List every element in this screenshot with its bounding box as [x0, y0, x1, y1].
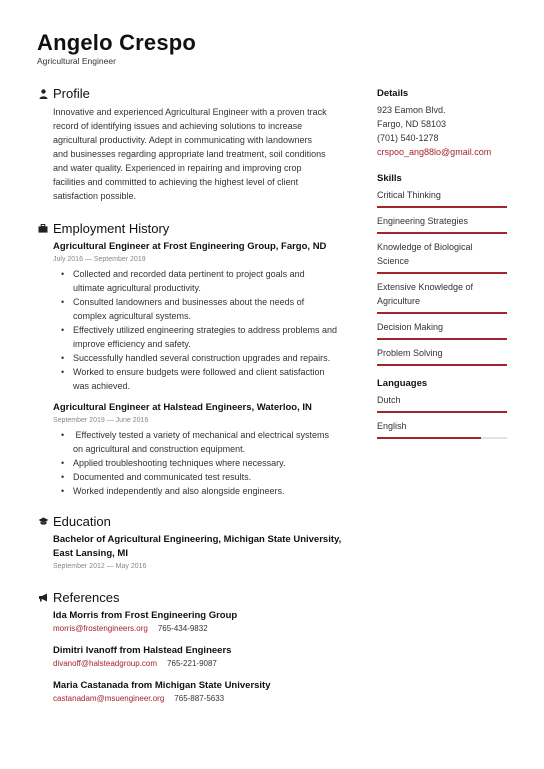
references-title: References	[53, 590, 120, 605]
reference-entry	[37, 679, 357, 705]
bullet-item: • Successfully handled several construction upgrades and repairs.	[57, 351, 357, 365]
bullet-item: • Consulted landowners and businesses about the needs of complex agricultural systems.	[57, 295, 357, 323]
skill-item	[377, 346, 507, 366]
skill-label: Critical Thinking	[377, 190, 441, 200]
reference-name: Ida Morris from Frost Engineering Group	[53, 610, 238, 621]
profile-line: agricultural productivity. Adept in communicating with landowners	[53, 135, 312, 145]
skill-label: Problem Solving	[377, 348, 443, 358]
skill-level-bar	[377, 206, 507, 208]
bullet-item: • Worked to ensure budgets were followed and client satisfaction was achieved.	[57, 365, 357, 393]
bullet-item: • Effectively utilized engineering strategies to address problems and improve efficiency and safety.	[57, 323, 357, 351]
main-column	[37, 86, 357, 705]
skill-level-fill	[377, 232, 507, 234]
skill-level-fill	[377, 411, 507, 413]
reference-email-link[interactable]: divanoff@halsteadgroup.com	[53, 659, 158, 668]
profile-line: and businesses regarding appropriate land treatment, soil conditions	[53, 149, 326, 159]
sidebar-column	[377, 88, 507, 445]
skill-level-fill	[377, 272, 507, 274]
degree-title: Bachelor of Agricultural Engineering, Michigan State University,	[53, 534, 342, 545]
job-title: Agricultural Engineer at Frost Engineering Group, Fargo, ND	[53, 241, 327, 252]
address-line1: 923 Eamon Blvd.	[377, 105, 446, 115]
job-entry	[37, 240, 357, 393]
education-title: Education	[53, 514, 111, 529]
skill-level-bar	[377, 232, 507, 234]
job-dates: July 2016 — September 2019	[53, 256, 146, 263]
email-link[interactable]: crspoo_ang88lo@gmail.com	[377, 147, 492, 157]
language-label: Dutch	[377, 395, 401, 405]
education-dates: September 2012 — May 2016	[53, 563, 147, 570]
candidate-name: Angelo Crespo	[37, 30, 197, 55]
skill-level-bar	[377, 272, 507, 274]
employment-section	[37, 221, 357, 498]
skill-label: Decision Making	[377, 322, 444, 332]
skill-item	[377, 320, 507, 340]
bullet-item: • Effectively tested a variety of mechanical and electrical systems on agricultural and construction equipment.	[57, 428, 357, 456]
reference-entry	[37, 644, 357, 670]
reference-name: Maria Castanada from Michigan State University	[53, 680, 271, 691]
skill-level-bar	[377, 312, 507, 314]
education-entry	[37, 533, 357, 572]
job-dates: September 2019 — June 2016	[53, 417, 149, 424]
skill-level-fill	[377, 437, 481, 439]
profile-title: Profile	[53, 86, 90, 101]
reference-entry	[37, 609, 357, 635]
bullet-item: • Collected and recorded data pertinent to project goals and ultimate agricultural productivity.	[57, 267, 357, 295]
skill-item	[377, 280, 507, 314]
job-entry	[37, 401, 357, 498]
education-header	[37, 514, 357, 529]
reference-phone: 765-221-9087	[167, 659, 217, 668]
employment-header	[37, 221, 357, 236]
skill-item	[377, 214, 507, 234]
skills-title: Skills	[377, 173, 402, 184]
skill-item	[377, 188, 507, 208]
profile-line: record of identifying issues and achieving solutions to increase	[53, 121, 303, 131]
language-label: English	[377, 421, 407, 431]
degree-location: East Lansing, MI	[53, 548, 128, 559]
bullet-item: • Documented and communicated test results.	[57, 470, 357, 484]
skill-level-bar	[377, 411, 507, 413]
bullet-item: • Worked independently and also alongside engineers.	[57, 484, 357, 498]
reference-phone: 765-887-5633	[174, 694, 225, 703]
skill-level-bar	[377, 338, 507, 340]
skill-level-fill	[377, 338, 507, 340]
reference-email-link[interactable]: morris@frostengineers.org	[53, 624, 148, 633]
references-section	[37, 590, 357, 705]
skill-label: Engineering Strategies	[377, 216, 469, 226]
reference-phone: 765-434-9832	[157, 624, 208, 633]
details-section	[377, 88, 507, 159]
candidate-title: Agricultural Engineer	[37, 56, 116, 66]
skill-label: Science	[377, 256, 410, 266]
job-bullets	[53, 267, 357, 393]
skill-level-fill	[377, 206, 507, 208]
languages-title: Languages	[377, 378, 428, 389]
profile-line: satisfaction possible.	[53, 191, 137, 201]
skill-level-bar	[377, 437, 507, 439]
graduation-cap-icon	[37, 517, 49, 526]
skill-level-fill	[377, 312, 507, 314]
skill-label: Extensive Knowledge of	[377, 282, 474, 292]
profile-line: Innovative and experienced Agricultural Engineer with a proven track	[53, 107, 327, 117]
address-line2: Fargo, ND 58103	[377, 119, 447, 129]
references-header	[37, 590, 357, 605]
profile-line: facilities and committed to achieving the highest level of client	[53, 177, 299, 187]
details-title: Details	[377, 88, 409, 99]
skill-level-fill	[377, 364, 507, 366]
megaphone-icon	[37, 593, 49, 602]
employment-title: Employment History	[53, 221, 170, 236]
job-bullets	[53, 428, 357, 498]
profile-summary	[37, 105, 357, 203]
profile-line: and water quality. Experienced in repairing and improving crop	[53, 163, 302, 173]
languages-list	[377, 393, 507, 439]
briefcase-icon	[37, 224, 49, 233]
skill-item	[377, 240, 507, 274]
reference-name: Dimitri Ivanoff from Halstead Engineers	[53, 645, 232, 656]
languages-section	[377, 378, 507, 439]
phone-number: (701) 540-1278	[377, 133, 439, 143]
person-icon	[37, 89, 49, 99]
skill-label: Agriculture	[377, 296, 421, 306]
education-section	[37, 514, 357, 572]
profile-header	[37, 86, 357, 101]
bullet-item: • Applied troubleshooting techniques where necessary.	[57, 456, 357, 470]
skills-section	[377, 173, 507, 366]
skills-list	[377, 188, 507, 366]
language-item	[377, 419, 507, 439]
profile-section	[37, 86, 357, 203]
language-item	[377, 393, 507, 413]
skill-level-bar	[377, 364, 507, 366]
job-title: Agricultural Engineer at Halstead Engineers, Waterloo, IN	[53, 402, 312, 413]
skill-label: Knowledge of Biological	[377, 242, 473, 252]
reference-email-link[interactable]: castanadam@msuengineer.org	[53, 694, 165, 703]
